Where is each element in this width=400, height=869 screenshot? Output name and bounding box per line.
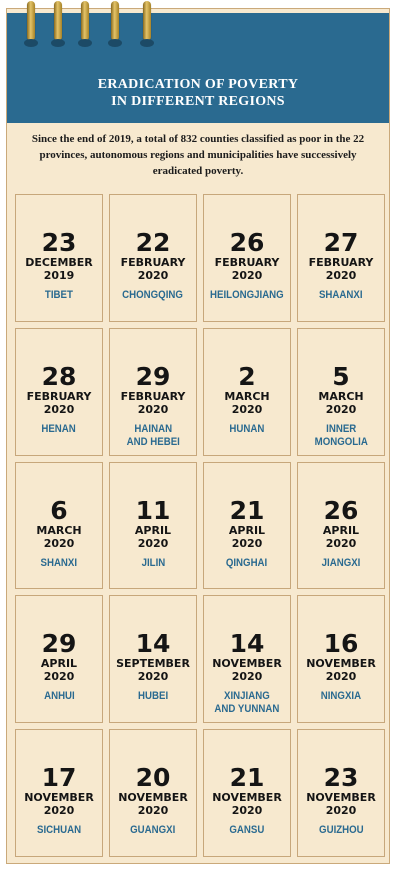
cell-year: 2020: [43, 402, 75, 416]
cell-region: HAINAN AND HEBEI: [126, 422, 180, 448]
cell-day: 29: [135, 361, 171, 391]
cell-day: 14: [229, 629, 265, 659]
cell-day: 5: [332, 361, 350, 391]
cell-year: 2020: [137, 269, 169, 282]
cell-day: 29: [41, 629, 77, 659]
cell-day: 6: [50, 495, 68, 525]
cell-month: NOVEMBER: [306, 791, 376, 805]
cell-year: 2020: [231, 402, 263, 416]
cell-day: 21: [229, 495, 265, 525]
cell-region: ANHUI: [43, 690, 75, 703]
cell-region: HEILONGJIANG: [210, 289, 284, 301]
cell-month: SEPTEMBER: [116, 657, 190, 671]
date-cell: [109, 328, 197, 456]
calendar-infographic: [6, 8, 390, 864]
cell-year: 2020: [231, 670, 263, 684]
cell-year: 2020: [325, 536, 357, 550]
cell-region: GANSU: [229, 824, 265, 837]
cell-day: 21: [229, 763, 265, 793]
cell-region: CHONGQING: [122, 289, 184, 301]
date-cell: [297, 194, 385, 322]
cell-year: 2020: [137, 402, 169, 416]
cell-region: JILIN: [141, 556, 165, 569]
cell-year: 2020: [43, 804, 75, 818]
cell-region: TIBET: [45, 289, 73, 301]
cell-day: 27: [323, 228, 359, 257]
cell-day: 23: [41, 228, 77, 257]
cell-year: 2020: [231, 536, 263, 550]
cell-day: 28: [41, 361, 77, 391]
cell-region: HUBEI: [137, 690, 169, 703]
cell-region: SICHUAN: [36, 824, 82, 837]
cell-month: NOVEMBER: [306, 657, 376, 671]
date-cell: [109, 194, 197, 322]
cell-region: HUNAN: [229, 422, 265, 435]
cell-year: 2020: [325, 269, 357, 282]
spiral-binding: [7, 1, 389, 51]
date-cell: [109, 595, 197, 723]
cell-year: 2020: [231, 269, 263, 282]
cell-day: 11: [135, 495, 171, 525]
cell-year: 2020: [137, 804, 169, 818]
cell-day: 20: [135, 763, 171, 793]
cell-region: GUANGXI: [130, 824, 176, 837]
date-cell: [15, 595, 103, 723]
date-cell: [297, 729, 385, 857]
date-cell: [297, 462, 385, 590]
cell-region: INNER MONGOLIA: [314, 422, 368, 448]
date-cell: [203, 595, 291, 723]
cell-year: 2020: [137, 670, 169, 684]
cell-region: NINGXIA: [320, 690, 362, 703]
cell-month: FEBRUARY: [214, 256, 280, 269]
spiral-ring-icon: [54, 1, 62, 41]
cell-day: 17: [41, 763, 77, 793]
cell-day: 23: [323, 763, 359, 793]
cell-month: APRIL: [134, 523, 172, 537]
cell-year: 2020: [325, 402, 357, 416]
spiral-ring-icon: [111, 1, 119, 41]
cell-day: 26: [229, 228, 265, 257]
cell-region: SHAANXI: [319, 289, 363, 301]
cell-month: APRIL: [228, 523, 266, 537]
date-cell: [203, 462, 291, 590]
cell-month: APRIL: [40, 657, 78, 671]
page-title: [7, 76, 389, 110]
date-cell: [109, 729, 197, 857]
cell-month: APRIL: [322, 523, 360, 537]
cell-month: MARCH: [224, 389, 270, 403]
date-cell: [15, 729, 103, 857]
date-cell: [15, 194, 103, 322]
cell-month: NOVEMBER: [212, 791, 282, 805]
cell-region: JIANGXI: [321, 556, 361, 569]
cell-month: MARCH: [36, 523, 82, 537]
date-cell: [15, 462, 103, 590]
cell-year: 2020: [231, 804, 263, 818]
cell-month: FEBRUARY: [120, 389, 186, 403]
date-cell: [203, 194, 291, 322]
cell-region: QINGHAI: [226, 556, 268, 569]
date-cell: [15, 328, 103, 456]
cell-day: 22: [135, 228, 171, 257]
spiral-ring-icon: [143, 1, 151, 41]
cell-month: NOVEMBER: [118, 791, 188, 805]
title-line-2: IN DIFFERENT REGIONS: [111, 94, 285, 109]
cell-year: 2020: [325, 804, 357, 818]
date-cell: [297, 595, 385, 723]
cell-month: NOVEMBER: [212, 657, 282, 671]
cell-day: 16: [323, 629, 359, 659]
cell-region: SHANXI: [40, 556, 78, 569]
cell-year: 2020: [43, 670, 75, 684]
date-grid: [15, 194, 385, 857]
date-cell: [203, 328, 291, 456]
cell-region: XINJIANG AND YUNNAN: [214, 690, 280, 716]
cell-year: 2020: [43, 536, 75, 550]
date-cell: [297, 328, 385, 456]
cell-day: 26: [323, 495, 359, 525]
cell-day: 14: [135, 629, 171, 659]
cell-month: FEBRUARY: [120, 256, 186, 269]
date-cell: [109, 462, 197, 590]
cell-region: HENAN: [41, 422, 77, 435]
cell-year: 2019: [43, 269, 75, 282]
spiral-ring-icon: [81, 1, 89, 41]
cell-year: 2020: [137, 536, 169, 550]
cell-month: NOVEMBER: [24, 791, 94, 805]
cell-month: DECEMBER: [25, 256, 93, 269]
cell-month: MARCH: [318, 389, 364, 403]
header-band: [7, 13, 389, 123]
cell-month: FEBRUARY: [26, 389, 92, 403]
title-line-1: ERADICATION OF POVERTY: [97, 77, 299, 92]
cell-month: FEBRUARY: [308, 256, 374, 269]
intro-text: Since the end of 2019, a total of 832 counties classified as poor in the 22 provinces, autonomous regions and municipalities have successively eradicated poverty.: [31, 133, 365, 177]
cell-year: 2020: [325, 670, 357, 684]
date-cell: [203, 729, 291, 857]
cell-region: GUIZHOU: [318, 824, 364, 837]
cell-day: 2: [238, 361, 256, 391]
spiral-ring-icon: [27, 1, 35, 41]
